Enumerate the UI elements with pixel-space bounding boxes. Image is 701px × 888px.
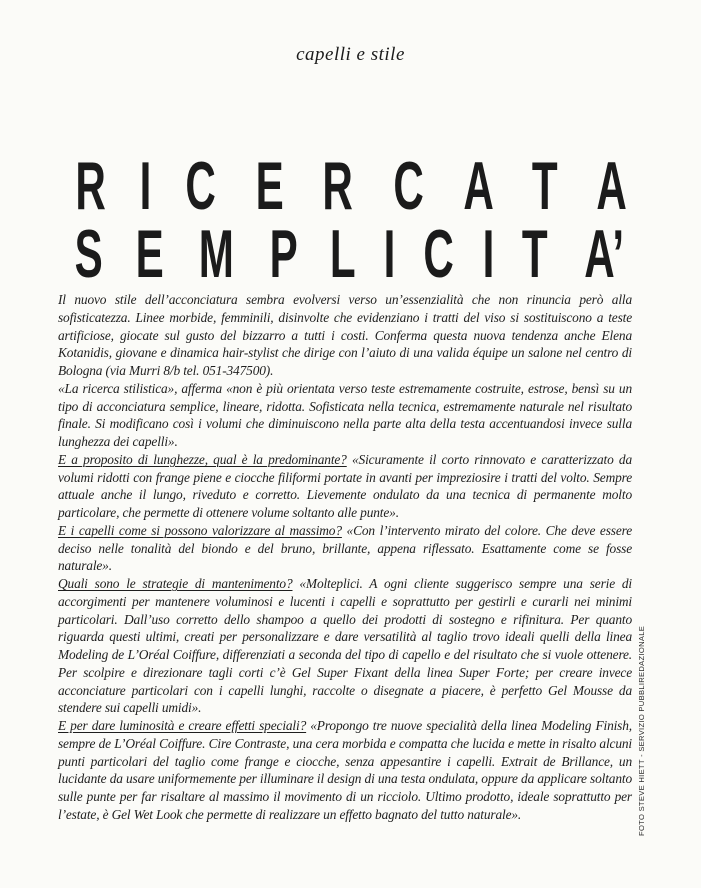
headline-letter: P [269,216,298,292]
headline-letter: L [330,216,356,292]
headline-letter: E [135,216,164,292]
interview-answer: «Sicuramente il corto rinnovato e caratterizzato da volumi ridotti con frange piene e ciocche filiformi portate in avanti per impreziosire i tratti del volto. Sempre attuale anche il lungo, riveduto e corretto. Lievemente ondulato da una tecnica di permanente molto particolare, che permette di ottenere volume soltanto alle punte». [58,451,632,520]
headline-letter: T [522,216,548,292]
headline-letter: C [423,216,455,292]
headline-letter: R [75,148,106,224]
headline-letter: A [463,148,494,224]
article-intro: Il nuovo stile dell’acconciatura sembra evolversi verso un’essenzialità che non rinuncia però alla sofisticatezza. Linee morbide, femminili, disinvolte che evidenziano i tratti del viso si sostituiscono a teste artificiose, giocate sul gusto del bizzarro a tutti i costi. Conferma questa nuova tendenza anche Elena Kotanidis, giovane e dinamica hair-stylist che dirige con l’aiuto di una valida équipe un salone nel centro di Bologna (via Murri 8/b tel. 051-347500). [58,292,632,378]
article-qa-1 [58,451,632,522]
photo-credit: FOTO STEVE HIETT - SERVIZIO PUBBLIREDAZIONALE [637,625,646,836]
article-qa-2 [58,522,632,575]
article-qa-4 [58,717,632,824]
interview-answer: «Propongo tre nuove specialità della linea Modeling Finish, sempre de L’Oréal Coiffure. Cire Contraste, una cera morbida e compatta che lucida e mette in risalto alcuni punti particolari del taglio come frange e ciocche, senza appesantire i capelli. Extrait de Brillance, un lucidante da usare uniformemente per illuminare il design di una testa ondulata, oppure da applicare soltanto sulle punte per far risaltare al massimo il movimento di un ricciolo. Ultimo prodotto, ideale soprattutto per l’estate, è Gel Wet Look che permette di realizzare un effetto bagnato del tutto naturale». [58,718,632,822]
headline-letter: C [392,148,424,224]
interview-question: E a proposito di lunghezze, qual è la predominante? [58,451,347,467]
headline-line-2 [66,216,636,292]
headline-letter: I [139,148,152,224]
interview-question: E i capelli come si possono valorizzare al massimo? [58,522,342,538]
headline-letter: S [74,216,103,292]
section-label: capelli e stile [296,44,405,65]
headline-letter: T [532,148,558,224]
article-body [58,291,632,824]
interview-answer: «Con l’intervento mirato del colore. Che deve essere deciso nelle tonalità del biondo e del bruno, brillante, appena riflessato. Esattamente come se fosse naturale». [58,522,632,574]
headline-letter: E [255,148,284,224]
headline-letter: M [199,216,235,292]
interview-answer: «Molteplici. A ogni cliente suggerisco sempre una serie di accorgimenti per mantenere voluminosi e lucenti i capelli e soprattutto per gestirli e curarli nei minimi particolari. Dall’uso corretto dello shampoo a quello dei prodotti di sostegno e rifinitura. Per quanto riguarda questi ultimi, creati per personalizzare e dare versatilità al taglio trovo ideali quelli della linea Modeling de L’Oréal Coiffure, differenziati a seconda del tipo di capello e del risultato che si vuole ottenere. Per scolpire e direzionare tagli corti c’è Gel Super Fixant della linea Super Forte; per creare invece acconciature particolari con i capelli lunghi, raccolte o disegnate a piacere, è perfetto Gel Mousse da stendere sui capelli umidi». [58,576,632,716]
headline-line-1 [66,148,636,224]
headline-letter: R [322,148,354,224]
headline-letter: A’ [583,216,624,292]
article-quote: «La ricerca stilistica», afferma «non è più orientata verso teste estremamente costruite, estrose, bensì su un tipo di acconciatura semplice, lineare, ridotta. Sofisticata nella tecnica, estremamente naturale nel risultato finale. Si modificano così i volumi che diminuiscono nella parte alta della testa accentuandosi invece sulla lunghezza dei capelli». [58,380,632,449]
article-qa-3 [58,575,632,717]
headline-letter: I [383,216,395,292]
headline-letter: I [483,216,495,292]
interview-question: E per dare luminosità e creare effetti speciali? [58,718,307,733]
interview-question: Quali sono le strategie di mantenimento? [58,576,293,591]
headline-letter: C [185,148,217,224]
headline-letter: A [596,148,627,224]
